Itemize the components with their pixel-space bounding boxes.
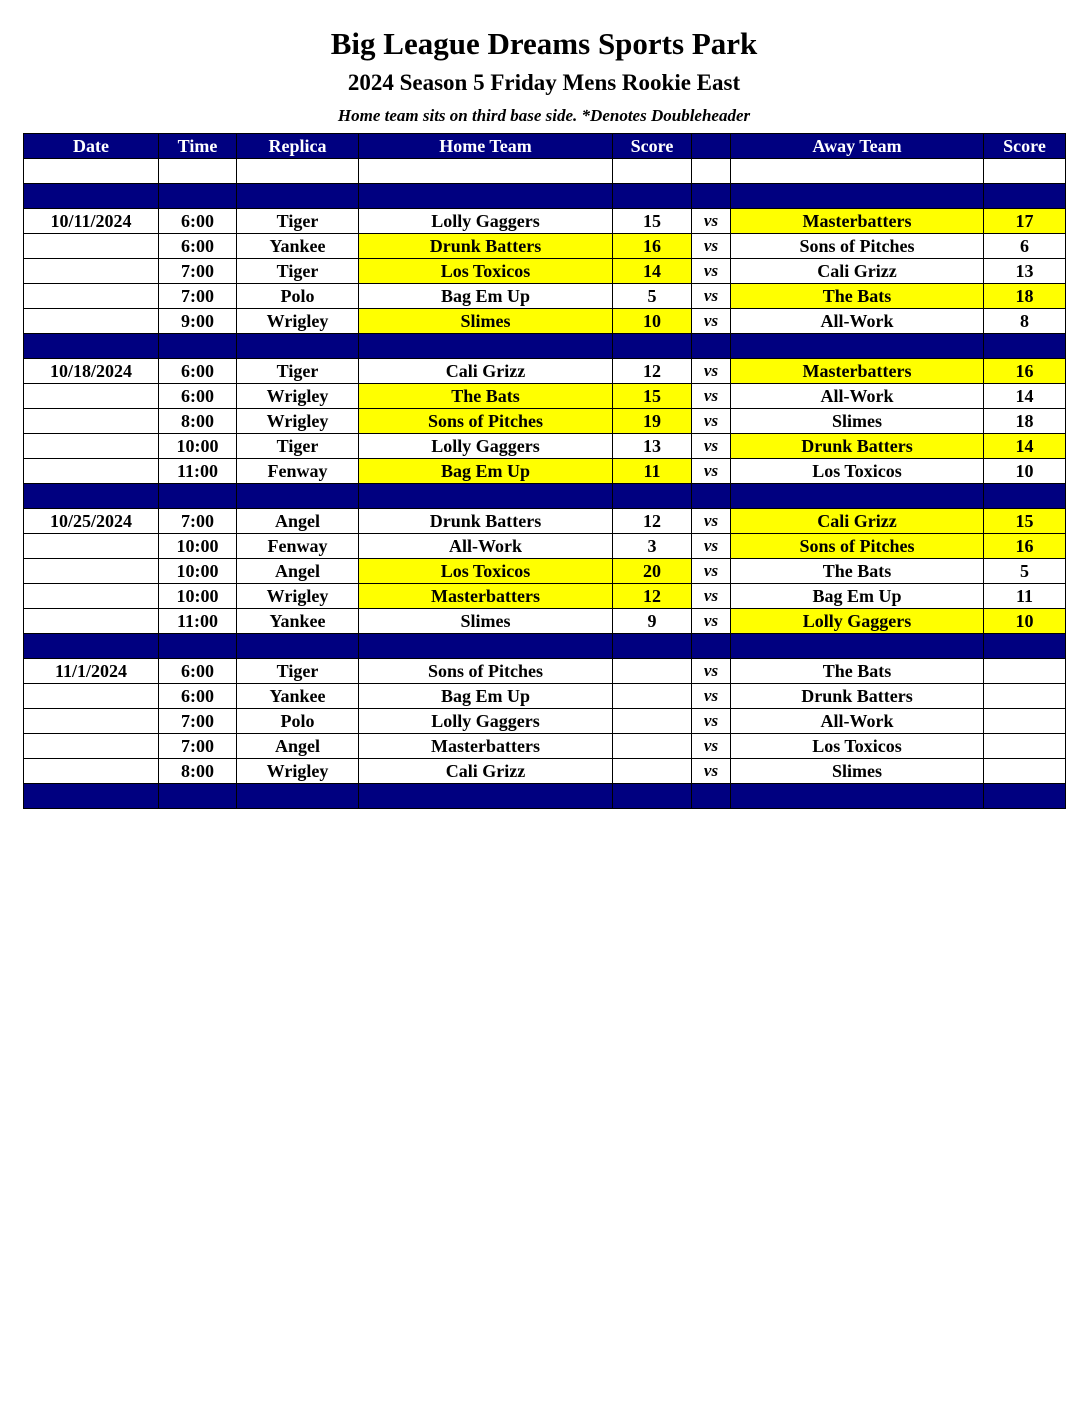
cell-away-team xyxy=(731,184,984,209)
cell-home-team: Cali Grizz xyxy=(359,359,613,384)
cell-away-team: Bag Em Up xyxy=(731,584,984,609)
cell-home-team: Slimes xyxy=(359,309,613,334)
cell-home-score xyxy=(613,484,692,509)
cell-vs: vs xyxy=(692,234,731,259)
cell-away-score xyxy=(984,684,1066,709)
cell-replica: Tiger xyxy=(237,434,359,459)
cell-vs: vs xyxy=(692,534,731,559)
cell-vs: vs xyxy=(692,709,731,734)
table-row xyxy=(24,684,1066,709)
cell-away-team xyxy=(731,484,984,509)
cell-vs xyxy=(692,159,731,184)
cell-home-team: Lolly Gaggers xyxy=(359,434,613,459)
cell-home-team: Los Toxicos xyxy=(359,259,613,284)
blank-row xyxy=(24,159,1066,184)
table-row xyxy=(24,384,1066,409)
cell-date xyxy=(24,559,159,584)
cell-replica xyxy=(237,634,359,659)
cell-time: 9:00 xyxy=(159,309,237,334)
cell-time: 6:00 xyxy=(159,384,237,409)
cell-date xyxy=(24,784,159,809)
cell-home-score: 13 xyxy=(613,434,692,459)
cell-home-score: 12 xyxy=(613,509,692,534)
table-body xyxy=(24,159,1066,809)
table-row xyxy=(24,509,1066,534)
cell-date xyxy=(24,459,159,484)
cell-away-team: All-Work xyxy=(731,384,984,409)
cell-home-score: 9 xyxy=(613,609,692,634)
cell-away-score: 10 xyxy=(984,609,1066,634)
cell-replica: Wrigley xyxy=(237,384,359,409)
cell-vs: vs xyxy=(692,309,731,334)
header-home-team: Home Team xyxy=(359,134,613,159)
cell-replica: Polo xyxy=(237,709,359,734)
cell-date xyxy=(24,584,159,609)
cell-home-score: 3 xyxy=(613,534,692,559)
cell-vs xyxy=(692,634,731,659)
cell-replica xyxy=(237,484,359,509)
cell-date xyxy=(24,409,159,434)
cell-time: 10:00 xyxy=(159,534,237,559)
schedule-table xyxy=(23,133,1066,809)
header-time: Time xyxy=(159,134,237,159)
cell-home-team: Bag Em Up xyxy=(359,459,613,484)
cell-home-team: Bag Em Up xyxy=(359,284,613,309)
cell-home-score xyxy=(613,659,692,684)
cell-vs: vs xyxy=(692,559,731,584)
cell-home-team xyxy=(359,159,613,184)
cell-date xyxy=(24,734,159,759)
week-separator-row xyxy=(24,484,1066,509)
cell-away-score: 15 xyxy=(984,509,1066,534)
cell-date xyxy=(24,609,159,634)
page-subtitle: 2024 Season 5 Friday Mens Rookie East xyxy=(347,70,741,95)
cell-time: 6:00 xyxy=(159,359,237,384)
cell-home-team: Lolly Gaggers xyxy=(359,709,613,734)
cell-vs: vs xyxy=(692,584,731,609)
cell-away-score xyxy=(984,159,1066,184)
cell-replica: Fenway xyxy=(237,534,359,559)
cell-time: 11:00 xyxy=(159,459,237,484)
cell-time: 6:00 xyxy=(159,684,237,709)
cell-home-team: Sons of Pitches xyxy=(359,409,613,434)
cell-away-score: 11 xyxy=(984,584,1066,609)
cell-date xyxy=(24,309,159,334)
cell-home-score xyxy=(613,184,692,209)
cell-home-score: 14 xyxy=(613,259,692,284)
cell-away-score: 18 xyxy=(984,284,1066,309)
week-separator-row xyxy=(24,334,1066,359)
cell-replica: Yankee xyxy=(237,609,359,634)
cell-time: 6:00 xyxy=(159,209,237,234)
table-row xyxy=(24,284,1066,309)
cell-away-score: 17 xyxy=(984,209,1066,234)
cell-away-team: Los Toxicos xyxy=(731,459,984,484)
cell-vs xyxy=(692,784,731,809)
cell-date: 11/1/2024 xyxy=(24,659,159,684)
cell-replica xyxy=(237,159,359,184)
cell-replica: Tiger xyxy=(237,259,359,284)
cell-home-team: Cali Grizz xyxy=(359,759,613,784)
cell-away-score: 13 xyxy=(984,259,1066,284)
cell-date: 10/11/2024 xyxy=(24,209,159,234)
cell-away-team xyxy=(731,784,984,809)
cell-away-score xyxy=(984,484,1066,509)
header-vs xyxy=(692,134,731,159)
cell-home-team: Slimes xyxy=(359,609,613,634)
cell-home-score xyxy=(613,734,692,759)
cell-time: 10:00 xyxy=(159,434,237,459)
cell-date xyxy=(24,684,159,709)
cell-home-score: 12 xyxy=(613,584,692,609)
table-row xyxy=(24,759,1066,784)
cell-away-team: Sons of Pitches xyxy=(731,534,984,559)
header-replica: Replica xyxy=(237,134,359,159)
cell-home-team xyxy=(359,334,613,359)
cell-vs xyxy=(692,184,731,209)
cell-date xyxy=(24,159,159,184)
cell-date xyxy=(24,634,159,659)
cell-date xyxy=(24,534,159,559)
cell-away-score xyxy=(984,634,1066,659)
cell-vs: vs xyxy=(692,209,731,234)
table-row xyxy=(24,734,1066,759)
cell-home-team: All-Work xyxy=(359,534,613,559)
cell-away-team: Slimes xyxy=(731,759,984,784)
cell-away-score xyxy=(984,184,1066,209)
cell-home-team: Masterbatters xyxy=(359,584,613,609)
table-row xyxy=(24,309,1066,334)
cell-time xyxy=(159,484,237,509)
cell-away-team: Cali Grizz xyxy=(731,259,984,284)
cell-date xyxy=(24,284,159,309)
cell-replica: Angel xyxy=(237,559,359,584)
cell-time: 8:00 xyxy=(159,759,237,784)
cell-date xyxy=(24,709,159,734)
cell-replica xyxy=(237,184,359,209)
table-row xyxy=(24,234,1066,259)
cell-home-score xyxy=(613,634,692,659)
cell-vs: vs xyxy=(692,509,731,534)
cell-away-team xyxy=(731,634,984,659)
cell-vs: vs xyxy=(692,659,731,684)
cell-home-score xyxy=(613,784,692,809)
cell-time: 8:00 xyxy=(159,409,237,434)
cell-time xyxy=(159,634,237,659)
cell-replica: Wrigley xyxy=(237,759,359,784)
week-separator-row xyxy=(24,784,1066,809)
cell-home-score xyxy=(613,709,692,734)
cell-away-team: Drunk Batters xyxy=(731,684,984,709)
cell-vs: vs xyxy=(692,684,731,709)
cell-home-score: 5 xyxy=(613,284,692,309)
cell-time: 7:00 xyxy=(159,709,237,734)
cell-time xyxy=(159,184,237,209)
cell-home-team: Drunk Batters xyxy=(359,509,613,534)
cell-home-team: The Bats xyxy=(359,384,613,409)
cell-date xyxy=(24,184,159,209)
cell-home-team xyxy=(359,484,613,509)
cell-away-team: Cali Grizz xyxy=(731,509,984,534)
table-row xyxy=(24,359,1066,384)
cell-time xyxy=(159,334,237,359)
table-header-row xyxy=(24,134,1066,159)
cell-home-team: Sons of Pitches xyxy=(359,659,613,684)
cell-away-team: The Bats xyxy=(731,659,984,684)
cell-home-score: 15 xyxy=(613,384,692,409)
cell-time: 7:00 xyxy=(159,259,237,284)
cell-time: 6:00 xyxy=(159,659,237,684)
cell-vs: vs xyxy=(692,434,731,459)
cell-home-score xyxy=(613,684,692,709)
cell-vs: vs xyxy=(692,609,731,634)
cell-replica: Angel xyxy=(237,509,359,534)
table-row xyxy=(24,659,1066,684)
cell-time xyxy=(159,784,237,809)
cell-home-team: Drunk Batters xyxy=(359,234,613,259)
cell-home-score: 16 xyxy=(613,234,692,259)
header-away-score: Score xyxy=(984,134,1066,159)
cell-vs: vs xyxy=(692,284,731,309)
table-row xyxy=(24,459,1066,484)
cell-date xyxy=(24,759,159,784)
cell-home-team: Lolly Gaggers xyxy=(359,209,613,234)
table-row xyxy=(24,409,1066,434)
cell-vs: vs xyxy=(692,359,731,384)
cell-away-score: 18 xyxy=(984,409,1066,434)
cell-home-team: Bag Em Up xyxy=(359,684,613,709)
header-home-score: Score xyxy=(613,134,692,159)
cell-home-score: 11 xyxy=(613,459,692,484)
cell-time: 7:00 xyxy=(159,509,237,534)
header-date: Date xyxy=(24,134,159,159)
cell-replica: Tiger xyxy=(237,659,359,684)
cell-vs: vs xyxy=(692,734,731,759)
cell-date xyxy=(24,334,159,359)
cell-away-team: All-Work xyxy=(731,709,984,734)
cell-date xyxy=(24,384,159,409)
cell-home-score xyxy=(613,334,692,359)
cell-away-score: 8 xyxy=(984,309,1066,334)
header-away-team: Away Team xyxy=(731,134,984,159)
cell-time xyxy=(159,159,237,184)
cell-date xyxy=(24,434,159,459)
cell-time: 7:00 xyxy=(159,734,237,759)
cell-away-team: Lolly Gaggers xyxy=(731,609,984,634)
table-row xyxy=(24,584,1066,609)
cell-away-score: 10 xyxy=(984,459,1066,484)
cell-vs: vs xyxy=(692,759,731,784)
cell-replica: Tiger xyxy=(237,209,359,234)
cell-replica: Wrigley xyxy=(237,584,359,609)
cell-replica: Yankee xyxy=(237,684,359,709)
cell-home-score: 20 xyxy=(613,559,692,584)
cell-away-score xyxy=(984,709,1066,734)
cell-replica: Wrigley xyxy=(237,309,359,334)
cell-vs: vs xyxy=(692,459,731,484)
cell-away-score xyxy=(984,759,1066,784)
cell-date xyxy=(24,484,159,509)
cell-date: 10/18/2024 xyxy=(24,359,159,384)
cell-replica xyxy=(237,784,359,809)
table-row xyxy=(24,559,1066,584)
cell-away-team xyxy=(731,334,984,359)
cell-vs: vs xyxy=(692,384,731,409)
cell-home-team xyxy=(359,634,613,659)
cell-away-score: 16 xyxy=(984,359,1066,384)
cell-vs xyxy=(692,484,731,509)
cell-vs xyxy=(692,334,731,359)
cell-replica: Tiger xyxy=(237,359,359,384)
page-title: Big League Dreams Sports Park xyxy=(330,26,758,61)
cell-away-score xyxy=(984,659,1066,684)
cell-away-team: All-Work xyxy=(731,309,984,334)
week-separator-row xyxy=(24,634,1066,659)
cell-date xyxy=(24,259,159,284)
table-row xyxy=(24,259,1066,284)
cell-away-score: 14 xyxy=(984,434,1066,459)
cell-home-team: Los Toxicos xyxy=(359,559,613,584)
table-row xyxy=(24,609,1066,634)
cell-home-score: 19 xyxy=(613,409,692,434)
cell-away-score: 6 xyxy=(984,234,1066,259)
cell-away-score xyxy=(984,334,1066,359)
cell-home-team xyxy=(359,184,613,209)
cell-away-score: 5 xyxy=(984,559,1066,584)
cell-away-score: 16 xyxy=(984,534,1066,559)
cell-date xyxy=(24,234,159,259)
cell-home-score: 15 xyxy=(613,209,692,234)
cell-away-score xyxy=(984,734,1066,759)
cell-away-team: Masterbatters xyxy=(731,359,984,384)
cell-home-score: 10 xyxy=(613,309,692,334)
cell-home-team: Masterbatters xyxy=(359,734,613,759)
cell-time: 11:00 xyxy=(159,609,237,634)
cell-replica: Polo xyxy=(237,284,359,309)
cell-home-team xyxy=(359,784,613,809)
cell-home-score xyxy=(613,159,692,184)
table-row xyxy=(24,209,1066,234)
cell-time: 10:00 xyxy=(159,559,237,584)
cell-replica xyxy=(237,334,359,359)
cell-time: 7:00 xyxy=(159,284,237,309)
cell-away-team: Los Toxicos xyxy=(731,734,984,759)
schedule-note: Home team sits on third base side. *Denotes Doubleheader xyxy=(337,106,751,125)
cell-away-team: Drunk Batters xyxy=(731,434,984,459)
cell-date: 10/25/2024 xyxy=(24,509,159,534)
cell-away-team: Slimes xyxy=(731,409,984,434)
table-row xyxy=(24,534,1066,559)
cell-replica: Yankee xyxy=(237,234,359,259)
cell-time: 6:00 xyxy=(159,234,237,259)
cell-away-team xyxy=(731,159,984,184)
cell-away-team: The Bats xyxy=(731,284,984,309)
cell-time: 10:00 xyxy=(159,584,237,609)
cell-away-team: Masterbatters xyxy=(731,209,984,234)
cell-away-score: 14 xyxy=(984,384,1066,409)
cell-away-team: Sons of Pitches xyxy=(731,234,984,259)
cell-home-score xyxy=(613,759,692,784)
cell-vs: vs xyxy=(692,409,731,434)
cell-replica: Angel xyxy=(237,734,359,759)
cell-vs: vs xyxy=(692,259,731,284)
cell-replica: Fenway xyxy=(237,459,359,484)
cell-away-team: The Bats xyxy=(731,559,984,584)
table-row xyxy=(24,434,1066,459)
cell-home-score: 12 xyxy=(613,359,692,384)
cell-replica: Wrigley xyxy=(237,409,359,434)
cell-away-score xyxy=(984,784,1066,809)
table-row xyxy=(24,709,1066,734)
week-separator-row xyxy=(24,184,1066,209)
